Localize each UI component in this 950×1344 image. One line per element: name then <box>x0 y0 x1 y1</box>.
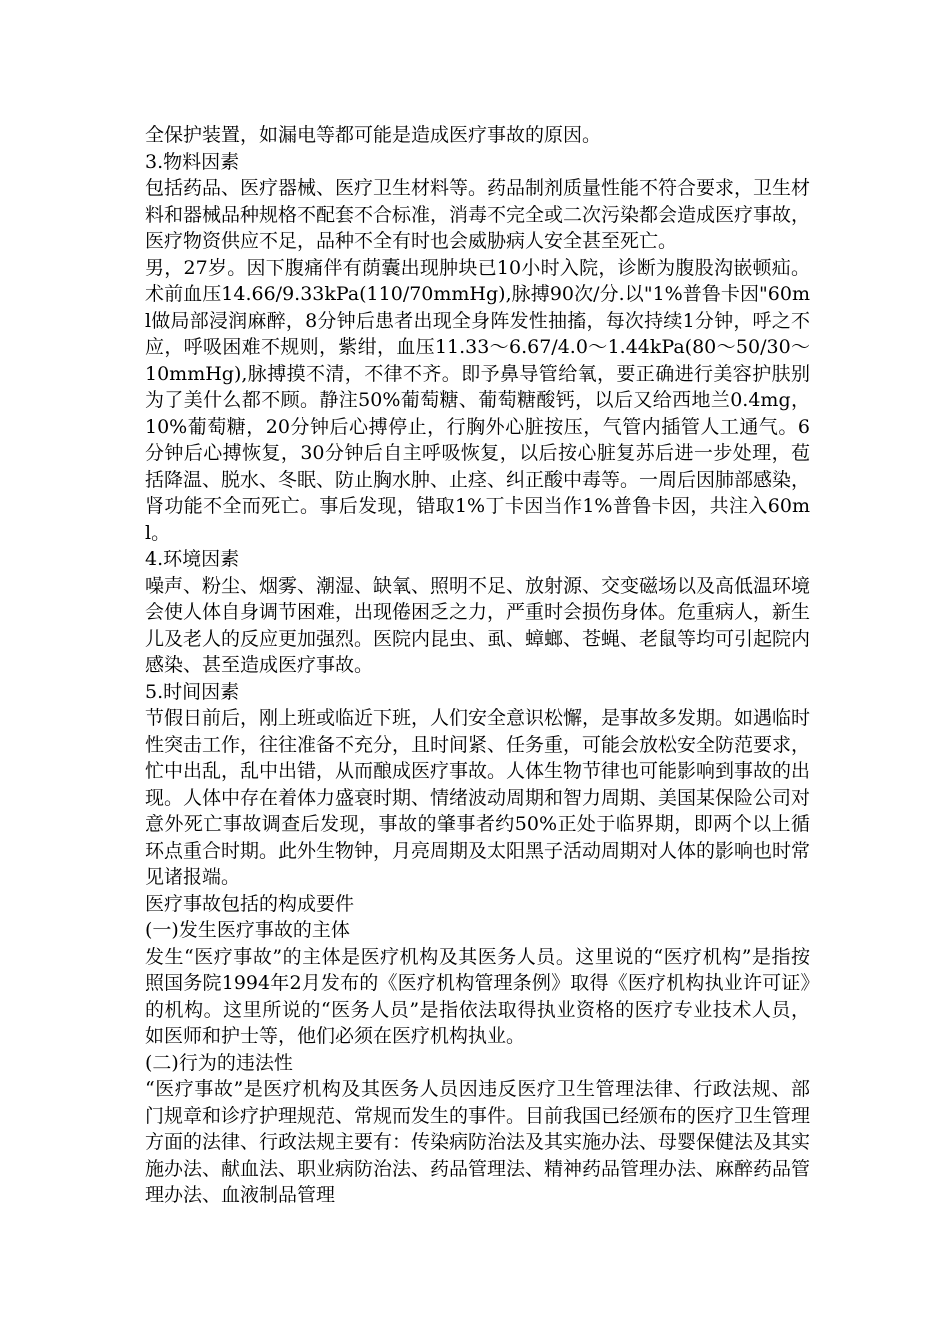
paragraph-case-report: 男，27岁。因下腹痛伴有荫囊出现肿块已10小时入院，诊断为腹股沟嵌顿疝。术前血压14.66/9.33kPa(110/70mmHg),脉搏90次/分.以"1%普鲁卡因"60ml做局部浸润麻醉，8分钟后患者出现全身阵发性抽搐，每次持续1分钟，呼之不应，呼吸困难不规则，紫绀，血压11.33～6.67/4.0～1.44kPa(80～50/30～10mmHg),脉搏摸不清，不律不齐。即予鼻导管给氧，要正确进行美容护肤别为了美什么都不顾。静注50%葡萄糖、葡萄糖酸钙，以后又给西地兰0.4mg，10%葡萄糖，20分钟后心搏停止，行胸外心脏按压，气管内插管人工通气。6分钟后心搏恢复，30分钟后自主呼吸恢复，以后按心脏复苏后进一步处理，苞括降温、脱水、冬眠、防止胸水肿、止痉、纠正酸中毒等。一周后因肺部感染，肾功能不全而死亡。事后发现，错取1%丁卡因当作1%普鲁卡因，共注入60ml。 <box>145 256 811 544</box>
paragraph-subject: 发生“医疗事故”的主体是医疗机构及其医务人员。这里说的“医疗机构”是指按照国务院1994年2月发布的《医疗机构管理条例》取得《医疗机构执业许可证》的机构。这里所说的“医务人员”是指依法取得执业资格的医疗专业技术人员，如医师和护士等，他们必须在医疗机构执业。 <box>145 945 810 1047</box>
heading-illegality: (二)行为的违法性 <box>145 1051 293 1074</box>
document-body <box>145 122 810 1209</box>
paragraph-safety-device: 全保护装置，如漏电等都可能是造成医疗事故的原因。 <box>145 124 602 146</box>
paragraph-time-factors: 节假日前后，刚上班或临近下班，人们安全意识松懈，是事故多发期。如遇临时性突击工作，往往准备不充分，且时间紧、任务重，可能会放松安全防范要求，忙中出乱，乱中出错，从而酿成医疗事故。人体生物节律也可能影响到事故的出现。人体中存在着体力盛衰时期、情绪波动周期和智力周期、美国某保险公司对意外死亡事故调查后发现，事故的肇事者约50%正处于临界期，即两个以上循环点重合时期。此外生物钟，月亮周期及太阳黑子活动周期对人体的影响也时常见诸报端。 <box>145 707 811 888</box>
heading-time-factors: 5.时间因素 <box>145 680 240 703</box>
paragraph-illegality: “医疗事故”是医疗机构及其医务人员因违反医疗卫生管理法律、行政法规、部门规章和诊疗护理规范、常规而发生的事件。目前我国已经颁布的医疗卫生管理方面的法律、行政法规主要有：传染病防治法及其实施办法、母婴保健法及其实施办法、献血法、职业病防治法、药品管理法、精神药品管理办法、麻醉药品管理办法、血液制品管理 <box>145 1078 811 1206</box>
heading-environment-factors: 4.环境因素 <box>145 548 240 570</box>
heading-material-factors: 3.物料因素 <box>145 150 240 173</box>
heading-constituent-elements: 医疗事故包括的构成要件 <box>145 892 355 915</box>
heading-subject: (一)发生医疗事故的主体 <box>145 919 350 941</box>
paragraph-environment-factors: 噪声、粉尘、烟雾、潮湿、缺氧、照明不足、放射源、交变磁场以及高低温环境会使人体自身调节困难，出现倦困乏之力，严重时会损伤身体。危重病人，新生儿及老人的反应更加强烈。医院内昆虫、虱、蟑螂、苍蝇、老鼠等均可引起院内感染、甚至造成医疗事故。 <box>145 574 811 676</box>
paragraph-material-factors: 包括药品、医疗器械、医疗卫生材料等。药品制剂质量性能不符合要求，卫生材料和器械品种规格不配套不合标准，消毒不完全或二次污染都会造成医疗事故，医疗物资供应不足，品种不全有时也会威胁病人安全甚至死亡。 <box>145 177 811 252</box>
